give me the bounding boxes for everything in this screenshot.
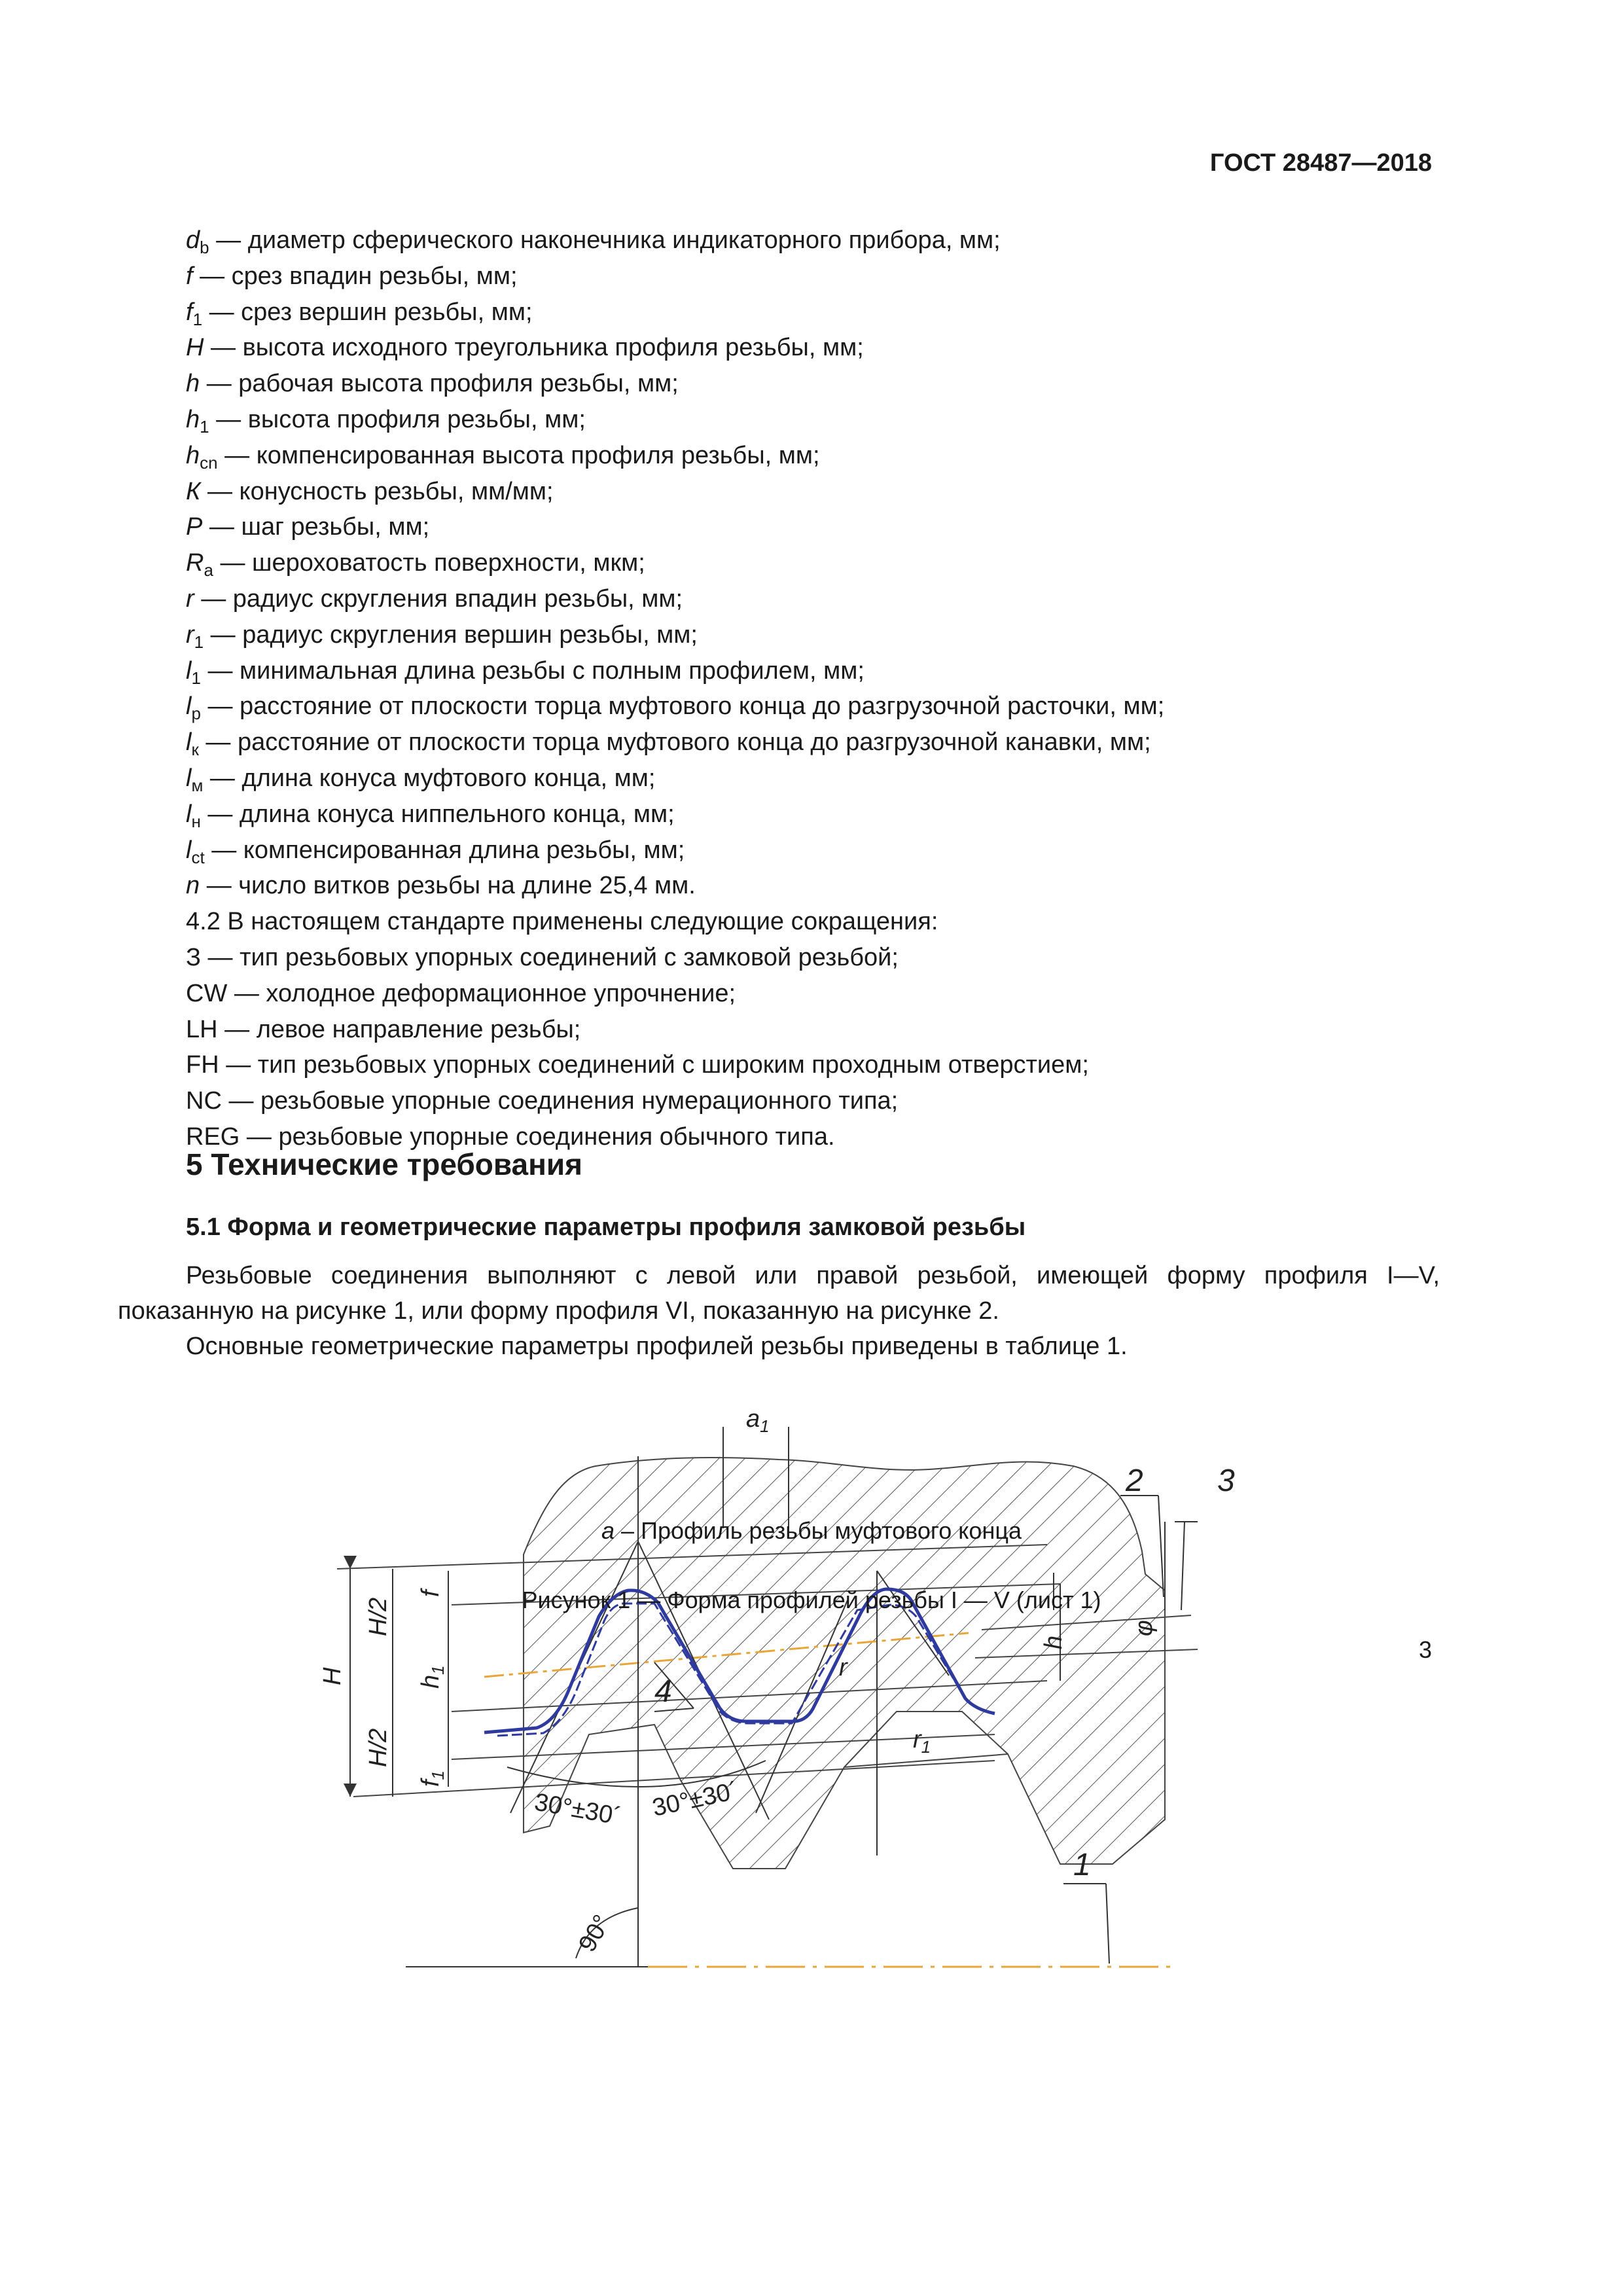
symbol-subscript: 1 bbox=[191, 668, 201, 688]
definition-text: — диаметр сферического наконечника индикаторного прибора, мм; bbox=[209, 226, 1001, 254]
label-f: f bbox=[417, 1590, 444, 1597]
label-H2-bottom: H/2 bbox=[365, 1728, 392, 1767]
symbol: l bbox=[186, 656, 192, 685]
symbol: f bbox=[186, 298, 193, 326]
figure-subcaption: а – Профиль резьбы муфтового конца bbox=[601, 1517, 1022, 1544]
symbol: P bbox=[186, 513, 203, 541]
section-title: 5 Технические требования bbox=[186, 1147, 582, 1181]
symbol: h bbox=[186, 441, 200, 469]
label-h: h bbox=[1040, 1635, 1067, 1649]
definition-text: — рабочая высота профиля резьбы, мм; bbox=[200, 370, 679, 398]
definition-text: — шаг резьбы, мм; bbox=[202, 513, 430, 541]
abbreviation-item: CW — холодное деформационное упрочнение; bbox=[186, 979, 736, 1007]
label-3: 3 bbox=[1217, 1463, 1235, 1498]
definition-text: — конусность резьбы, мм/мм; bbox=[200, 477, 554, 505]
symbol-subscript: a bbox=[204, 560, 213, 581]
definition-text: — высота исходного треугольника профиля резьбы, мм; bbox=[204, 334, 864, 362]
abbreviation-item: З — тип резьбовых упорных соединений с замковой резьбой; bbox=[186, 943, 899, 971]
definition-text: — компенсированная длина резьбы, мм; bbox=[204, 836, 685, 864]
symbol-subscript: b bbox=[200, 238, 209, 257]
definition-text: — шероховатость поверхности, мкм; bbox=[213, 549, 645, 577]
label-f1: $f_1$ bbox=[417, 1770, 448, 1787]
definition-text: — число витков резьбы на длине 25,4 мм. bbox=[200, 872, 696, 900]
label-2: 2 bbox=[1126, 1463, 1143, 1498]
paragraph: Резьбовые соединения выполняют с левой или правой резьбой, имеющей форму профиля I—V, показанную на рисунке 1, или форму профиля VI, показанную на рисунке 2. bbox=[118, 1262, 1440, 1325]
abbreviation-item: NC — резьбовые упорные соединения нумерационного типа; bbox=[186, 1087, 899, 1115]
symbol: H bbox=[186, 334, 204, 362]
definition-text: — расстояние от плоскости торца муфтового конца до разгрузочной канавки, мм; bbox=[198, 728, 1151, 757]
symbol: d bbox=[186, 226, 200, 254]
definition-text: — минимальная длина резьбы с полным профилем, мм; bbox=[200, 656, 865, 685]
symbol: r bbox=[186, 620, 194, 649]
symbol: l bbox=[186, 836, 192, 864]
label-h1: $h_1$ bbox=[417, 1665, 448, 1689]
label-phi: φ bbox=[1130, 1620, 1158, 1636]
page-number: 3 bbox=[1418, 1636, 1432, 1663]
symbol-subscript: 1 bbox=[192, 309, 203, 329]
figure-caption: Рисунок 1 — Форма профилей резьбы I — V (лист 1) bbox=[522, 1587, 1101, 1613]
symbol-subscript: p bbox=[191, 704, 201, 724]
label-a1: $a_1$ bbox=[746, 1405, 770, 1436]
definition-text: — срез впадин резьбы, мм; bbox=[192, 262, 518, 290]
definition-text: — радиус скругления впадин резьбы, мм; bbox=[194, 584, 683, 613]
symbol-subscript: к bbox=[191, 740, 199, 760]
leader-2 bbox=[1158, 1496, 1164, 1597]
symbol: r bbox=[186, 584, 194, 613]
definition-text: — расстояние от плоскости торца муфтового конца до разгрузочной расточки, мм; bbox=[200, 692, 1165, 721]
document-id: ГОСТ 28487—2018 bbox=[1209, 149, 1432, 177]
symbol: n bbox=[186, 872, 200, 900]
abbreviation-item: LH — левое направление резьбы; bbox=[186, 1015, 581, 1043]
label-r: r bbox=[839, 1654, 847, 1681]
definition-text: — длина конуса муфтового конца, мм; bbox=[203, 764, 656, 792]
label-4: 4 bbox=[654, 1674, 672, 1709]
label-angle-left: 30°±30´ bbox=[532, 1788, 623, 1831]
symbol: f bbox=[186, 262, 193, 290]
symbol: l bbox=[186, 800, 192, 828]
definition-text: — компенсированная высота профиля резьбы, мм; bbox=[217, 441, 820, 469]
definition-text: — длина конуса ниппельного конца, мм; bbox=[200, 800, 675, 828]
definition-text: — срез вершин резьбы, мм; bbox=[202, 298, 533, 326]
label-angle-right: 30°±30´ bbox=[650, 1777, 741, 1822]
symbol-subscript: ct bbox=[191, 847, 205, 867]
symbol: l bbox=[186, 728, 192, 757]
symbol-subscript: н bbox=[191, 811, 201, 831]
definition-text: — радиус скругления вершин резьбы, мм; bbox=[204, 620, 698, 649]
symbol: К bbox=[186, 477, 201, 505]
leader-1 bbox=[1106, 1884, 1109, 1964]
label-r1: $r_1$ bbox=[913, 1726, 931, 1757]
symbol: l bbox=[186, 692, 192, 721]
subsection-title: 5.1 Форма и геометрические параметры профиля замковой резьбы bbox=[186, 1213, 1026, 1241]
label-1: 1 bbox=[1073, 1848, 1091, 1882]
symbol-subscript: cn bbox=[200, 452, 218, 473]
label-H2-top: H/2 bbox=[365, 1597, 392, 1636]
symbol: l bbox=[186, 764, 192, 792]
symbol-subscript: м bbox=[191, 775, 204, 795]
symbol: h bbox=[186, 405, 200, 433]
label-angle-90: 90° bbox=[573, 1910, 616, 1957]
symbol-subscript: 1 bbox=[200, 416, 209, 437]
abbreviations-intro: 4.2 В настоящем стандарте применены следующие сокращения: bbox=[186, 908, 938, 936]
symbol-subscript: 1 bbox=[194, 632, 204, 652]
symbol: R bbox=[186, 549, 204, 577]
abbreviation-item: FH — тип резьбовых упорных соединений с широким проходным отверстием; bbox=[186, 1051, 1089, 1079]
abbreviation-item: REG — резьбовые упорные соединения обычного типа. bbox=[186, 1122, 835, 1151]
label-H: H bbox=[319, 1667, 346, 1685]
paragraph: Основные геометрические параметры профилей резьбы приведены в таблице 1. bbox=[186, 1333, 1128, 1360]
symbol: h bbox=[186, 370, 200, 398]
definition-text: — высота профиля резьбы, мм; bbox=[209, 405, 586, 433]
